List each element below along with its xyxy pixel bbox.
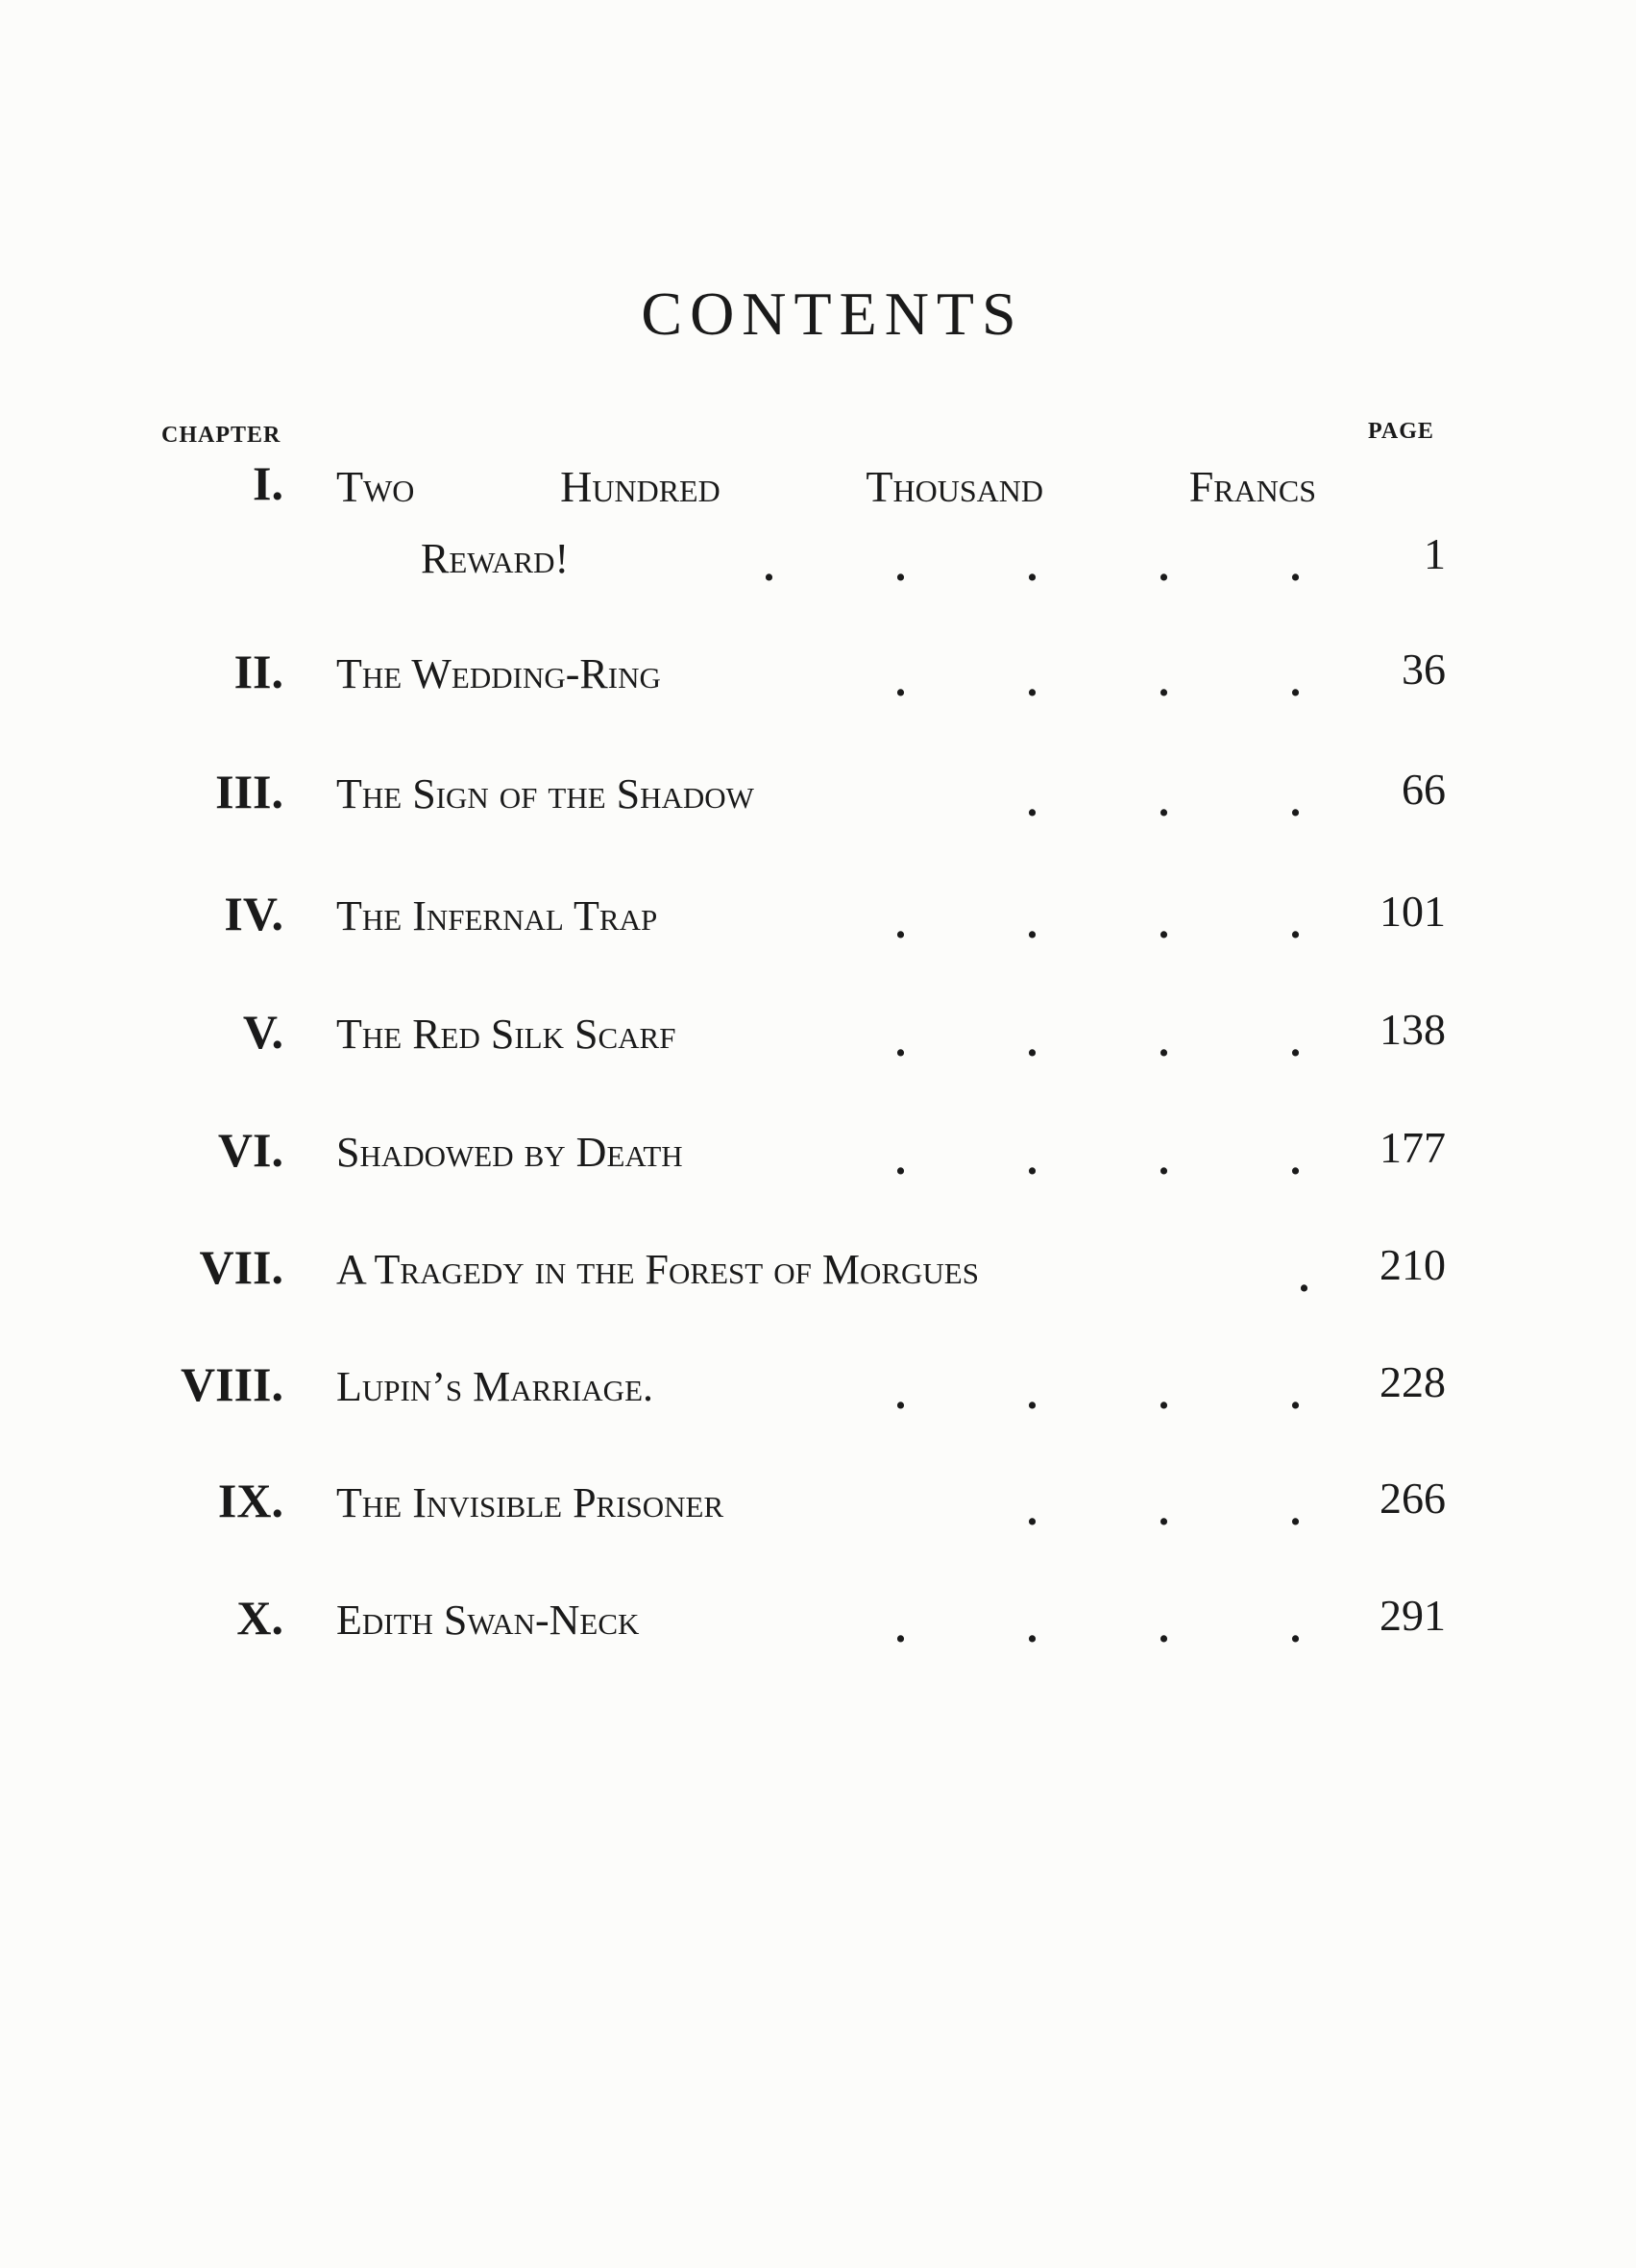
leader-dot: . — [895, 658, 906, 705]
leader-dot: . — [1159, 1136, 1169, 1183]
leader-dot: . — [1159, 1018, 1169, 1065]
leader-dot: . — [1290, 778, 1301, 825]
leader-dot: . — [1027, 1018, 1038, 1065]
leader-dot: . — [1159, 1604, 1169, 1651]
chapter-title-continuation: Reward! — [421, 535, 570, 582]
page-number: 138 — [1380, 1005, 1446, 1054]
toc-entry — [0, 886, 1636, 963]
leader-dot: . — [1290, 900, 1301, 947]
leader-dot: . — [895, 543, 906, 590]
chapter-title: The Invisible Prisoner — [336, 1479, 724, 1526]
page-number: 36 — [1402, 645, 1446, 694]
leader-dot: . — [1027, 1136, 1038, 1183]
leader-dot: . — [1159, 543, 1169, 590]
chapter-number: VII. — [199, 1240, 283, 1294]
toc-entry — [0, 455, 1636, 532]
leader-dot: . — [1027, 900, 1038, 947]
leader-dot: . — [1159, 658, 1169, 705]
leader-dot: . — [1290, 1136, 1301, 1183]
leader-dot: . — [895, 1136, 906, 1183]
leader-dot: . — [1027, 1604, 1038, 1651]
leader-dot: . — [1159, 1487, 1169, 1534]
leader-dot: . — [1299, 1254, 1309, 1301]
leader-dot: . — [895, 900, 906, 947]
chapter-title-word: Thousand — [866, 462, 1043, 511]
chapter-number: VIII. — [181, 1357, 283, 1411]
chapter-title: Shadowed by Death — [336, 1129, 683, 1176]
chapter-title-word: Two — [336, 462, 415, 511]
chapter-number: V. — [242, 1005, 283, 1059]
toc-entry — [0, 1122, 1636, 1199]
chapter-title: A Tragedy in the Forest of Morgues — [336, 1246, 979, 1293]
leader-dot: . — [1290, 1487, 1301, 1534]
toc-entry — [0, 1004, 1636, 1081]
page-column-header: PAGE — [1368, 419, 1434, 444]
leader-dot: . — [1027, 778, 1038, 825]
leader-dot: . — [1159, 900, 1169, 947]
chapter-number: X. — [236, 1591, 283, 1645]
chapter-number: VI. — [217, 1123, 283, 1177]
chapter-title-word: Hundred — [560, 462, 720, 511]
page-number: 177 — [1380, 1123, 1446, 1172]
page-number: 266 — [1380, 1474, 1446, 1523]
chapter-number: II. — [233, 645, 283, 698]
leader-dot: . — [764, 543, 774, 590]
chapter-title: The Infernal Trap — [336, 892, 658, 939]
leader-dot: . — [1027, 1487, 1038, 1534]
leader-dot: . — [1159, 778, 1169, 825]
chapter-title: Edith Swan-Neck — [336, 1597, 640, 1644]
toc-entry — [0, 1239, 1636, 1316]
chapter-title — [336, 461, 1316, 512]
leader-dot: . — [1159, 1371, 1169, 1418]
leader-dot: . — [1290, 543, 1301, 590]
toc-entry — [0, 1590, 1636, 1667]
chapter-title: The Wedding-Ring — [336, 650, 661, 697]
toc-entry — [0, 1473, 1636, 1549]
chapter-number: I. — [253, 456, 283, 510]
page-number: 101 — [1380, 887, 1446, 936]
chapter-title: Lupin’s Marriage. — [336, 1363, 654, 1410]
leader-dot: . — [1027, 658, 1038, 705]
toc-entry — [0, 644, 1636, 720]
toc-entry-continuation — [0, 528, 1636, 605]
chapter-number: IX. — [217, 1474, 283, 1527]
toc-entry — [0, 764, 1636, 841]
chapter-number: III. — [215, 765, 283, 818]
toc-entry — [0, 1356, 1636, 1433]
leader-dot: . — [895, 1371, 906, 1418]
leader-dot: . — [1290, 658, 1301, 705]
chapter-title: The Red Silk Scarf — [336, 1011, 676, 1058]
page-number: 210 — [1380, 1240, 1446, 1289]
leader-dot: . — [1290, 1604, 1301, 1651]
chapter-number: IV. — [224, 887, 283, 940]
chapter-title-word: Francs — [1188, 462, 1316, 511]
page-number: 228 — [1380, 1357, 1446, 1406]
chapter-title: The Sign of the Shadow — [336, 770, 754, 817]
page-number: 1 — [1424, 529, 1446, 578]
chapter-column-header: CHAPTER — [161, 423, 281, 448]
leader-dot: . — [1027, 543, 1038, 590]
leader-dot: . — [895, 1018, 906, 1065]
page-number: 66 — [1402, 765, 1446, 814]
page-number: 291 — [1380, 1591, 1446, 1640]
leader-dot: . — [1290, 1371, 1301, 1418]
page-title: CONTENTS — [641, 280, 1024, 348]
leader-dot: . — [1290, 1018, 1301, 1065]
leader-dot: . — [1027, 1371, 1038, 1418]
leader-dot: . — [895, 1604, 906, 1651]
